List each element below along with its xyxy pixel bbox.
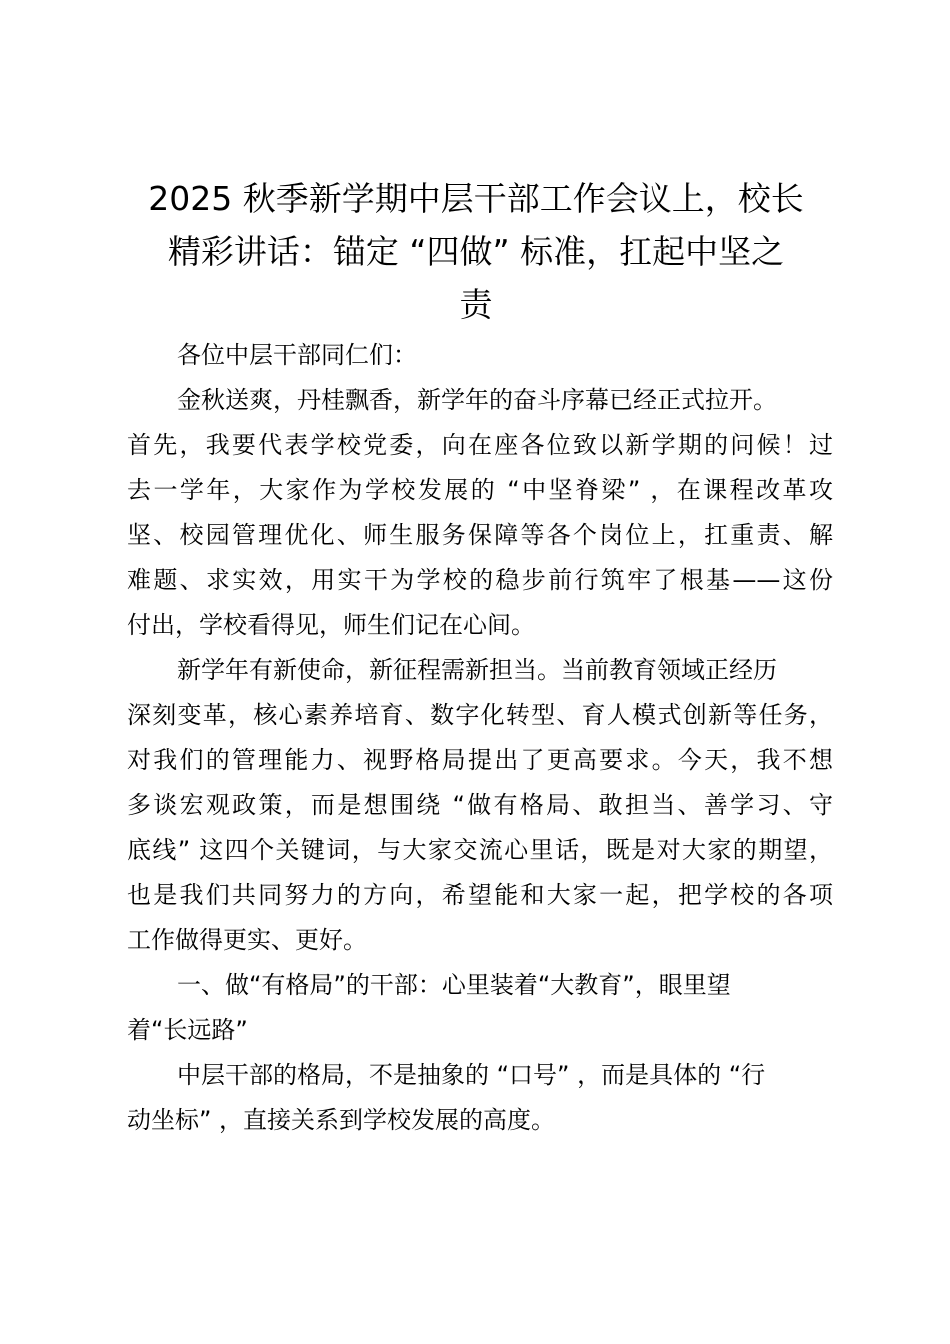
body-line: 也是我们共同努力的方向，希望能和大家一起，把学校的各项 xyxy=(127,881,833,909)
body-line: 去一学年，大家作为学校发展的 “中坚脊梁” ，在课程改革攻 xyxy=(127,476,833,504)
body-line: 动坐标” ，直接关系到学校发展的高度。 xyxy=(127,1106,556,1134)
body-line: 多谈宏观政策，而是想围绕 “做有格局、敢担当、善学习、守 xyxy=(127,791,833,819)
section-heading: 着“长远路” xyxy=(127,1016,248,1044)
body-line: 难题、求实效，用实干为学校的稳步前行筑牢了根基——这份 xyxy=(127,566,833,594)
section-heading: 一、做“有格局”的干部：心里装着“大教育”，眼里望 xyxy=(177,971,731,999)
body-line: 对我们的管理能力、视野格局提出了更高要求。今天，我不想 xyxy=(127,746,833,774)
body-line: 工作做得更实、更好。 xyxy=(127,926,367,954)
document-body xyxy=(127,333,833,1143)
title-line: 精彩讲话：锚定 “四做” 标准，扛起中坚之 xyxy=(167,232,785,271)
title-line: 责 xyxy=(459,285,493,324)
body-line: 底线” 这四个关键词，与大家交流心里话，既是对大家的期望， xyxy=(127,836,833,864)
body-line: 新学年有新使命，新征程需新担当。当前教育领域正经历 xyxy=(177,656,777,684)
salutation: 各位中层干部同仁们： xyxy=(177,341,417,369)
body-line: 中层干部的格局，不是抽象的 “口号” ，而是具体的 “行 xyxy=(177,1061,766,1089)
document-title xyxy=(120,172,832,331)
body-line: 首先，我要代表学校党委，向在座各位致以新学期的问候！过 xyxy=(127,431,833,459)
body-line: 付出，学校看得见，师生们记在心间。 xyxy=(127,611,535,639)
body-line: 金秋送爽，丹桂飘香，新学年的奋斗序幕已经正式拉开。 xyxy=(177,386,777,414)
body-line: 坚、校园管理优化、师生服务保障等各个岗位上，扛重责、解 xyxy=(127,521,833,549)
body-line: 深刻变革，核心素养培育、数字化转型、育人模式创新等任务， xyxy=(127,701,833,729)
title-line: 2025 秋季新学期中层干部工作会议上，校长 xyxy=(148,179,804,218)
